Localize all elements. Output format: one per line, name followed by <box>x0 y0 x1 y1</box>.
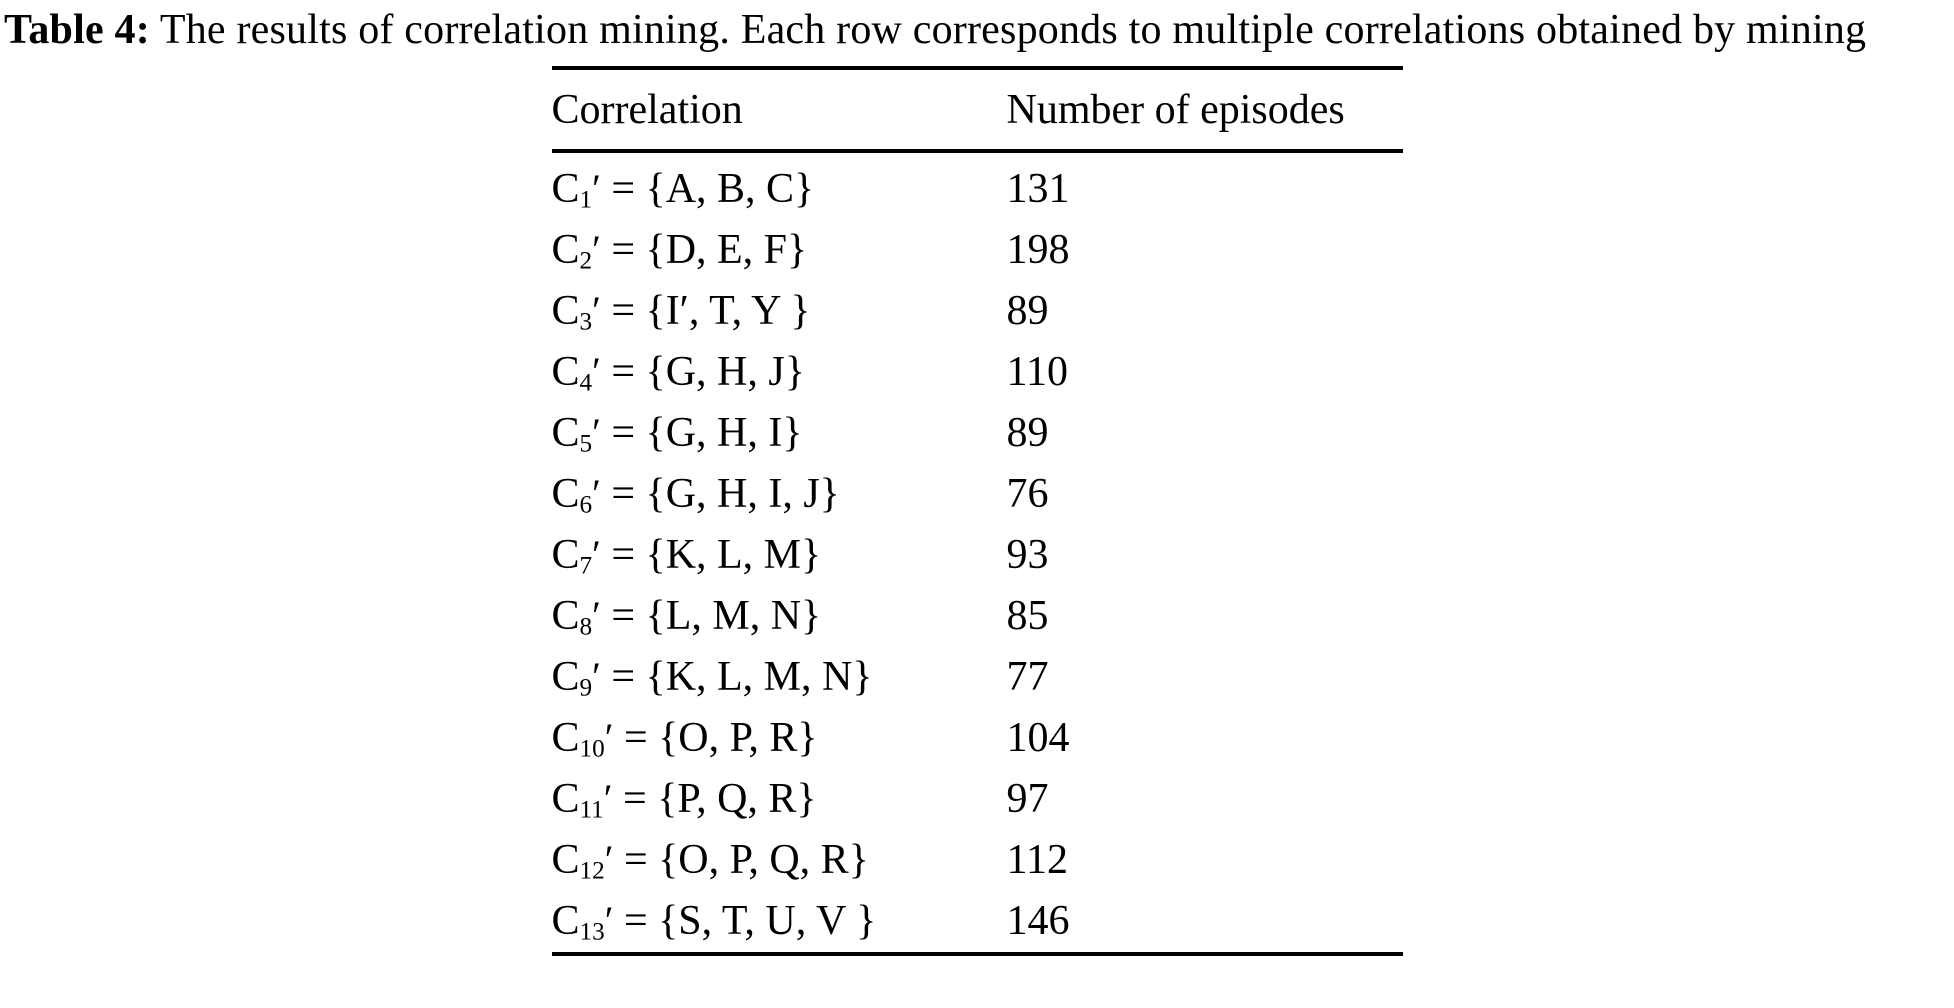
correlation-subscript: 7 <box>579 552 593 580</box>
correlation-cell <box>552 342 1007 403</box>
column-header-correlation: Correlation <box>552 68 1007 151</box>
correlation-prime-mark: ′ <box>592 288 601 334</box>
table-row <box>552 769 1403 830</box>
correlation-subscript: 9 <box>579 674 593 702</box>
correlation-definition: = {K, L, M} <box>600 532 822 579</box>
correlation-definition: = {I′, T, Y } <box>600 288 811 335</box>
correlation-symbol: C <box>551 471 580 518</box>
correlation-definition: = {O, P, Q, R} <box>613 837 869 884</box>
correlation-subscript: 1 <box>579 186 593 214</box>
table-row <box>552 525 1403 586</box>
correlation-symbol: C <box>551 776 580 823</box>
correlation-subscript: 6 <box>579 491 593 519</box>
table-header-row <box>552 68 1403 151</box>
table-caption <box>0 0 1954 57</box>
table-row <box>552 891 1403 954</box>
correlation-cell <box>552 708 1007 769</box>
correlation-symbol: C <box>551 593 580 640</box>
correlation-subscript: 3 <box>579 308 593 336</box>
episodes-count-cell: 131 <box>1006 166 1070 213</box>
column-header-number-of-episodes: Number of episodes <box>1007 68 1403 151</box>
correlation-symbol: C <box>551 654 580 701</box>
correlation-subscript: 5 <box>579 430 593 458</box>
correlation-definition: = {G, H, J} <box>600 349 805 396</box>
correlation-cell <box>552 769 1007 830</box>
correlation-subscript: 10 <box>579 735 605 763</box>
correlation-prime-mark: ′ <box>592 471 601 517</box>
episodes-count-cell: 97 <box>1006 776 1049 823</box>
correlation-cell <box>552 647 1007 708</box>
correlation-cell <box>552 151 1007 220</box>
correlation-cell <box>552 830 1007 891</box>
table-row <box>552 403 1403 464</box>
correlation-prime-mark: ′ <box>604 837 614 883</box>
correlation-definition: = {D, E, F} <box>600 227 808 274</box>
table-row <box>552 281 1403 342</box>
table-row <box>552 151 1403 220</box>
correlation-prime-mark: ′ <box>603 776 613 822</box>
correlation-prime-mark: ′ <box>604 898 614 944</box>
table-row <box>552 586 1403 647</box>
episodes-count-cell: 89 <box>1006 288 1049 335</box>
episodes-count-cell: 104 <box>1006 715 1070 762</box>
correlation-definition: = {G, H, I, J} <box>600 471 840 518</box>
correlation-symbol: C <box>551 410 580 457</box>
table-row <box>552 464 1403 525</box>
correlation-definition: = {L, M, N} <box>600 593 822 640</box>
correlation-symbol: C <box>551 837 580 884</box>
table-row <box>552 342 1403 403</box>
correlation-subscript: 12 <box>579 857 605 885</box>
correlation-definition: = {S, T, U, V } <box>613 898 877 945</box>
episodes-count-cell: 112 <box>1006 837 1068 884</box>
table-body <box>552 151 1403 954</box>
episodes-count-cell: 77 <box>1006 654 1049 701</box>
correlation-definition: = {K, L, M, N} <box>600 654 873 701</box>
correlation-symbol: C <box>551 532 580 579</box>
correlation-cell <box>552 464 1007 525</box>
correlation-prime-mark: ′ <box>592 349 601 395</box>
correlation-definition: = {G, H, I} <box>600 410 803 457</box>
table-caption-text: The results of correlation mining. Each row corresponds to multiple correlations obtained by mining <box>149 7 1867 53</box>
correlation-symbol: C <box>551 288 580 335</box>
correlation-cell <box>552 525 1007 586</box>
episodes-count-cell: 76 <box>1006 471 1049 518</box>
correlation-subscript: 8 <box>579 613 593 641</box>
correlation-prime-mark: ′ <box>592 532 601 578</box>
correlation-definition: = {P, Q, R} <box>612 776 817 823</box>
correlation-symbol: C <box>551 898 580 945</box>
episodes-count-cell: 198 <box>1006 227 1070 274</box>
episodes-count-cell: 85 <box>1006 593 1049 640</box>
correlation-definition: = {A, B, C} <box>600 166 815 213</box>
table-caption-label: Table 4: <box>4 7 150 53</box>
correlation-subscript: 13 <box>579 918 605 946</box>
correlation-definition: = {O, P, R} <box>613 715 818 762</box>
correlation-symbol: C <box>551 715 580 762</box>
correlation-subscript: 4 <box>579 369 593 397</box>
correlation-prime-mark: ′ <box>592 166 601 212</box>
results-table-container <box>552 66 1403 956</box>
correlation-prime-mark: ′ <box>592 227 601 273</box>
correlation-cell <box>552 403 1007 464</box>
correlation-prime-mark: ′ <box>592 593 601 639</box>
table-row <box>552 830 1403 891</box>
correlation-symbol: C <box>551 166 580 213</box>
table-row <box>552 220 1403 281</box>
episodes-count-cell: 93 <box>1006 532 1049 579</box>
correlation-prime-mark: ′ <box>592 654 601 700</box>
table-header <box>552 68 1403 151</box>
correlation-symbol: C <box>551 349 580 396</box>
episodes-count-cell: 146 <box>1006 898 1070 945</box>
correlation-cell <box>552 586 1007 647</box>
correlation-cell <box>552 220 1007 281</box>
table-row <box>552 647 1403 708</box>
correlation-subscript: 11 <box>579 796 604 824</box>
correlation-cell <box>552 891 1007 954</box>
episodes-count-cell: 89 <box>1006 410 1049 457</box>
correlation-results-table <box>552 66 1403 956</box>
correlation-prime-mark: ′ <box>592 410 601 456</box>
episodes-count-cell: 110 <box>1006 349 1068 396</box>
table-row <box>552 708 1403 769</box>
correlation-subscript: 2 <box>579 247 593 275</box>
correlation-prime-mark: ′ <box>604 715 614 761</box>
correlation-cell <box>552 281 1007 342</box>
correlation-symbol: C <box>551 227 580 274</box>
